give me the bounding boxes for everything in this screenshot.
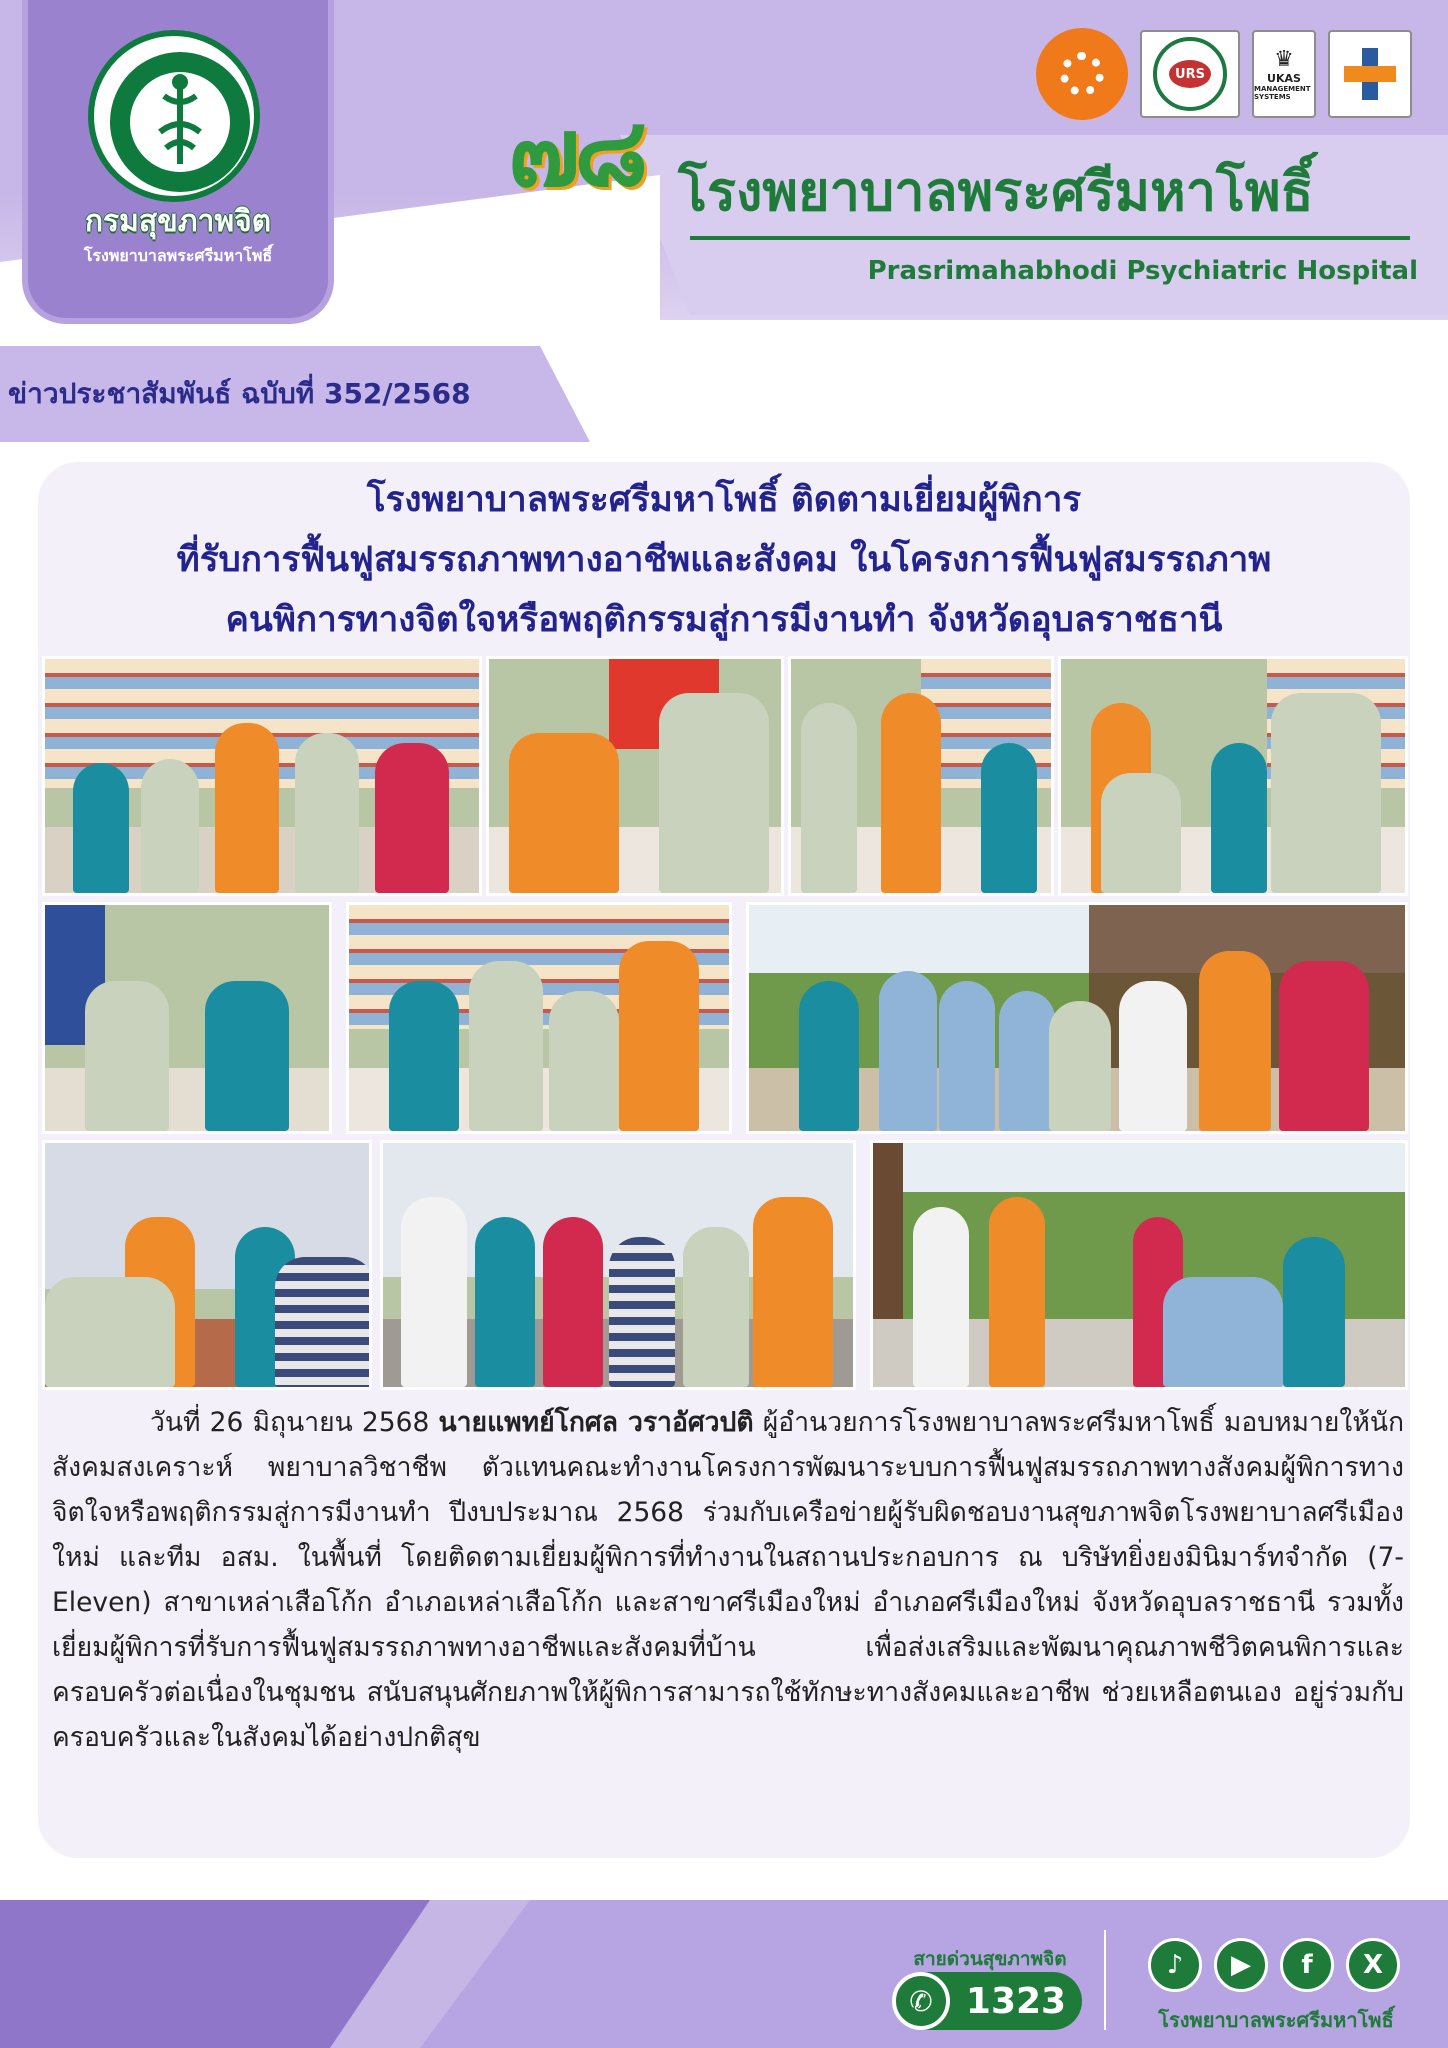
photo-desk-conversation (42, 902, 332, 1134)
article-date: วันที่ 26 มิถุนายน 2568 (150, 1407, 439, 1438)
cross-icon (1340, 44, 1400, 104)
tiktok-icon[interactable]: ♪ (1148, 1938, 1202, 1992)
social-links (1148, 1938, 1408, 1996)
director-name: นายแพทย์โกศล วราอัศวปติ (438, 1407, 754, 1438)
photo-store-staff-group (346, 902, 732, 1134)
phone-icon: ✆ (892, 1972, 950, 2030)
ha-accreditation-badge (1328, 30, 1412, 118)
hospital-name-english: Prasrimahabhodi Psychiatric Hospital (867, 256, 1418, 286)
hotline-number: 1323 (965, 1980, 1067, 2022)
photo-office-desk (42, 1140, 372, 1390)
press-release-label: ข่าวประชาสัมพันธ์ ฉบับที่ 352/2568 (8, 377, 471, 410)
headline (38, 470, 1410, 650)
photo-interview-counter (486, 656, 784, 896)
certification-badges (1036, 28, 1420, 120)
ukas-sublabel: MANAGEMENT SYSTEMS (1254, 84, 1311, 101)
urs-certification-badge (1140, 30, 1240, 118)
crown-icon: ♛ (1274, 46, 1294, 72)
youtube-icon[interactable]: ▶ (1214, 1938, 1268, 1992)
photo-home-visit (870, 1140, 1408, 1390)
photo-store-interior (788, 656, 1054, 896)
photo-outdoor-group (746, 902, 1408, 1134)
ukas-certification-badge (1252, 30, 1316, 118)
photo-health-center-group (380, 1140, 856, 1390)
photo-bakery-counter (1058, 656, 1408, 896)
footer-hospital-name: โรงพยาบาลพระศรีมหาโพธิ์ (1158, 2008, 1394, 2032)
seal-emblem (94, 36, 266, 208)
hotline-badge[interactable] (896, 1972, 1082, 2030)
ukas-label: UKAS (1267, 71, 1301, 85)
headline-line-3: คนพิการทางจิตใจหรือพฤติกรรมสู่การมีงานทำ จังหวัดอุบลราชธานี (225, 600, 1223, 640)
department-name: กรมสุขภาพจิต (84, 204, 272, 239)
sun-emblem-icon (1036, 28, 1128, 120)
article-body (52, 1400, 1404, 1760)
headline-line-1: โรงพยาบาลพระศรีมหาโพธิ์ ติดตามเยี่ยมผู้พิการ (366, 480, 1082, 520)
title-underline (690, 236, 1410, 240)
department-subtitle: โรงพยาบาลพระศรีมหาโพธิ์ (83, 246, 273, 265)
hospital-name-thai: โรงพยาบาลพระศรีมหาโพธิ์ (678, 160, 1314, 223)
headline-line-2: ที่รับการฟื้นฟูสมรรถภาพทางอาชีพและสังคม ในโครงการฟื้นฟูสมรรถภาพ (176, 540, 1272, 580)
footer-divider (1104, 1930, 1106, 2030)
article-text: ผู้อำนวยการโรงพยาบาลพระศรีมหาโพธิ์ มอบหมายให้นักสังคมสงเคราะห์ พยาบาลวิชาชีพ ตัวแทนคณะทำงานโครงการพัฒนาระบบการฟื้นฟูสมรรถภาพทางสังคมผู้พิการทางจิตใจหรือพฤติกรรมสู่การมีงานทำ ปีงบประมาณ 2568 ร่วมกับเครือข่ายผู้รับผิดชอบงานสุขภาพจิตโรงพยาบาลศรีเมืองใหม่ และทีม อสม. ในพื้นที่ โดยติดตามเยี่ยมผู้พิการที่ทำงานในสถานประกอบการ ณ บริษัทยิ่งยงมินิมาร์ทจำกัด (7-Eleven) สาขาเหล่าเสือโก้ก อำเภอเหล่าเสือโก้ก และสาขาศรีเมืองใหม่ อำเภอศรีเมืองใหม่ จังหวัดอุบลราชธานี รวมทั้งเยี่ยมผู้พิการที่รับการฟื้นฟูสมรรถภาพทางอาชีพและสังคมที่บ้าน เพื่อส่งเสริมและพัฒนาคุณภาพชีวิตคนพิการและครอบครัวต่อเนื่องในชุมชน สนับสนุนศักยภาพให้ผู้พิการสามารถใช้ทักษะทางสังคมและอาชีพ ช่วยเหลือตนเอง อยู่ร่วมกับครอบครัวและในสังคมได้อย่างปกติสุข (52, 1407, 1404, 1753)
photo-store-group (42, 656, 482, 896)
hotline-label: สายด่วนสุขภาพจิต (913, 1948, 1067, 1970)
ministry-seal-icon (88, 30, 260, 202)
facebook-icon[interactable]: f (1280, 1938, 1334, 1992)
urs-label: URS (1169, 60, 1211, 88)
anniversary-78-logo: ๗๘ (508, 95, 643, 208)
x-twitter-icon[interactable]: X (1346, 1938, 1400, 1992)
